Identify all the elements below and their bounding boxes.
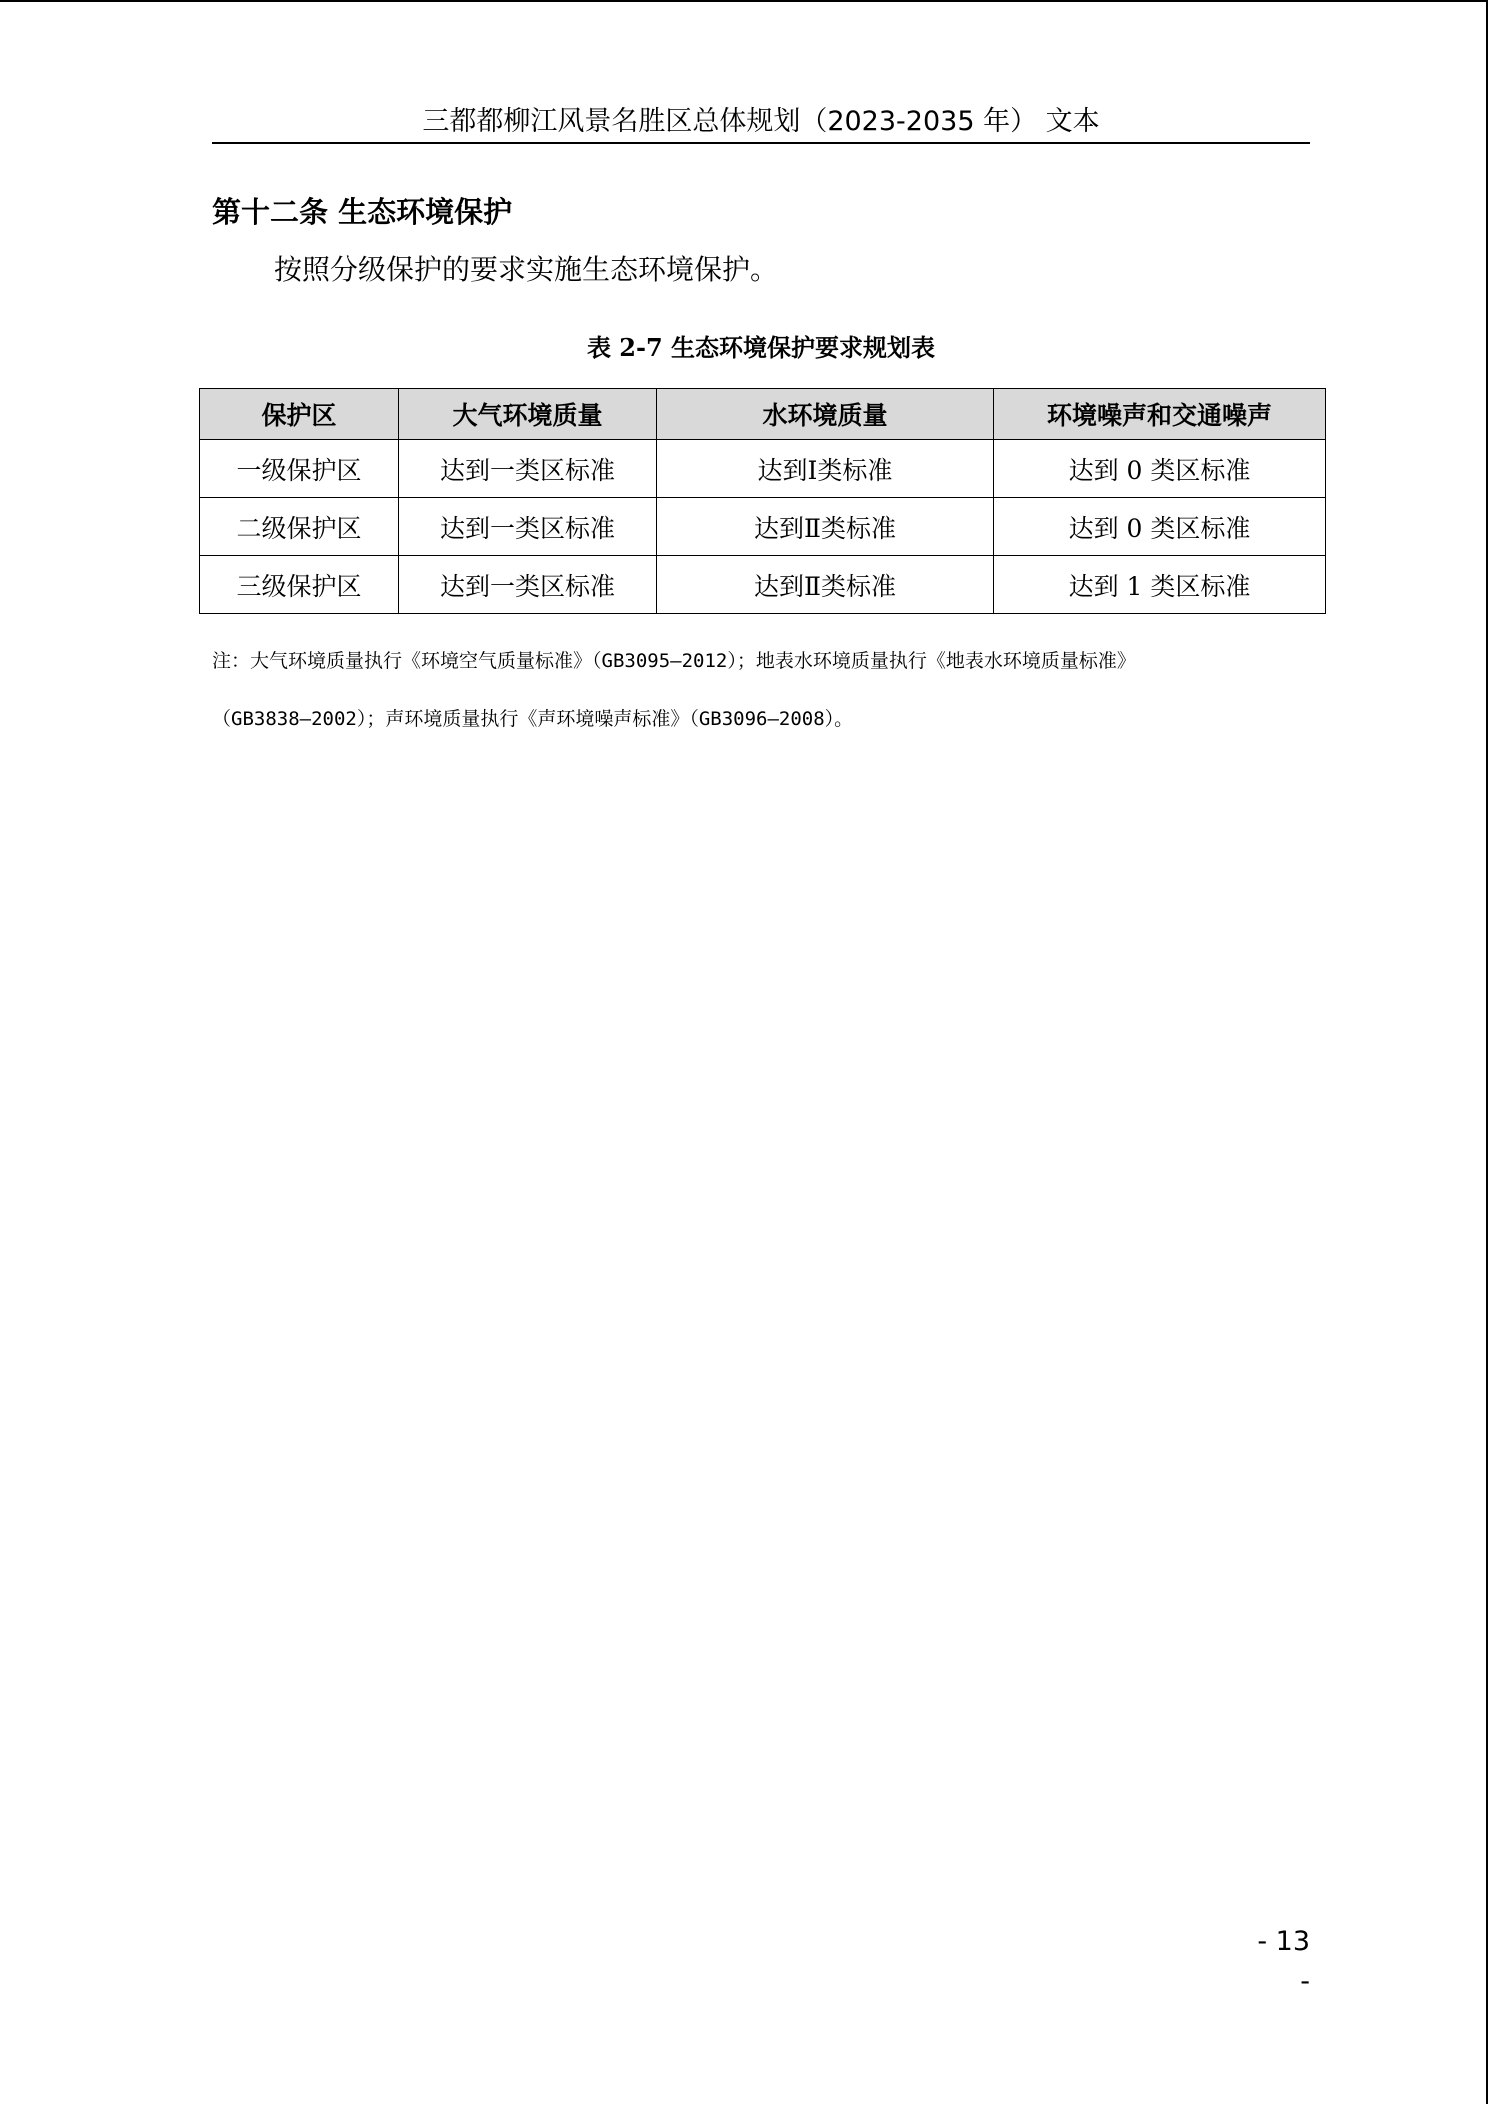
table-cell: 达到 0 类区标准 [994, 440, 1326, 498]
page-top-border [0, 0, 1488, 2]
table-note [212, 632, 1322, 748]
table-cell: 达到一类区标准 [399, 556, 657, 614]
intro-paragraph: 按照分级保护的要求实施生态环境保护。 [274, 253, 779, 286]
table-cell: 达到Ⅱ类标准 [657, 498, 994, 556]
table-caption: 表 2-7 生态环境保护要求规划表 [586, 333, 936, 362]
note-line-2: （GB3838—2002）；声环境质量执行《声环境噪声标准》（GB3096—2008）。 [212, 708, 854, 730]
table-cell: 达到 0 类区标准 [994, 498, 1326, 556]
running-header: 三都都柳江风景名胜区总体规划（2023-2035 年） 文本 [422, 106, 1100, 137]
table-cell: 达到Ⅱ类标准 [657, 556, 994, 614]
page-number: - 13 - [1257, 1926, 1310, 1997]
table-cell: 达到一类区标准 [399, 440, 657, 498]
table-cell: 一级保护区 [200, 440, 399, 498]
table-cell: 二级保护区 [200, 498, 399, 556]
header-cell-water-quality: 水环境质量 [657, 389, 994, 440]
header-cell-zone: 保护区 [200, 389, 399, 440]
table-row [200, 556, 1326, 614]
table-header-row [200, 389, 1326, 440]
table-cell: 三级保护区 [200, 556, 399, 614]
header-rule [212, 142, 1310, 144]
section-title: 第十二条 生态环境保护 [212, 195, 513, 229]
header-cell-air-quality: 大气环境质量 [399, 389, 657, 440]
header-cell-noise: 环境噪声和交通噪声 [994, 389, 1326, 440]
table-row [200, 498, 1326, 556]
table-row [200, 440, 1326, 498]
table-cell: 达到一类区标准 [399, 498, 657, 556]
table-cell: 达到Ⅰ类标准 [657, 440, 994, 498]
protection-table [199, 388, 1326, 614]
note-line-1: 注：大气环境质量执行《环境空气质量标准》（GB3095—2012）；地表水环境质量执行《地表水环境质量标准》 [212, 650, 1136, 672]
table-cell: 达到 1 类区标准 [994, 556, 1326, 614]
